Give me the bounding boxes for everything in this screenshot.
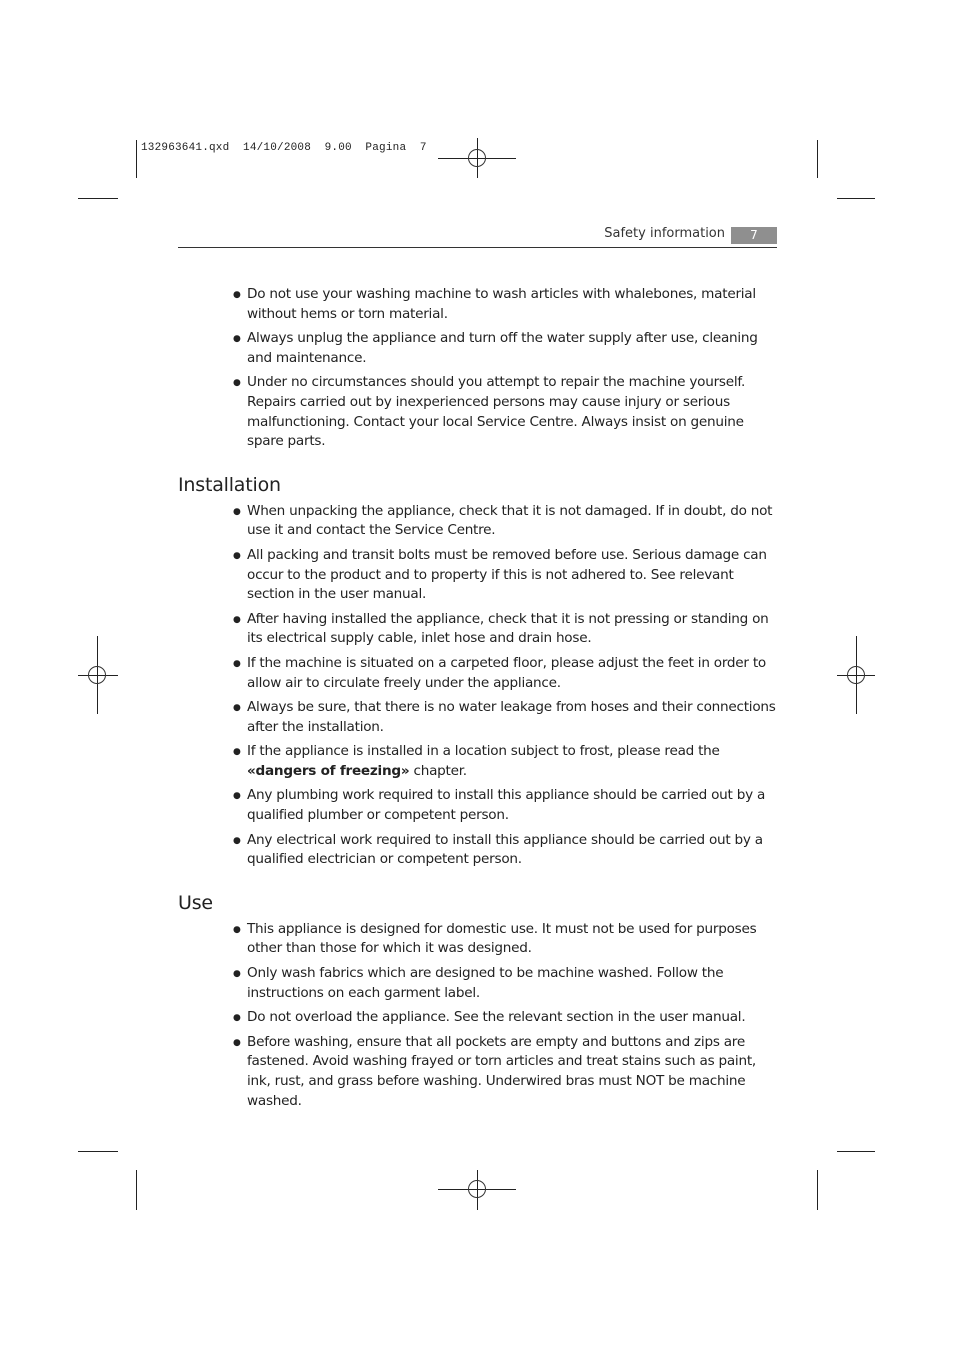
- list-item: ● This appliance is designed for domestic use. It must not be used for purposes other than those for which it was designed.: [233, 920, 777, 959]
- list-item: ● Only wash fabrics which are designed to be machine washed. Follow the instructions on each garment label.: [233, 964, 777, 1003]
- list-item: ● Do not overload the appliance. See the relevant section in the user manual.: [233, 1008, 777, 1028]
- installation-heading: Installation: [178, 473, 281, 496]
- list-item: ● If the machine is situated on a carpeted floor, please adjust the feet in order to allow air to circulate freely under the appliance.: [233, 654, 777, 693]
- list-item-frost: [233, 742, 777, 781]
- running-head: [178, 226, 777, 248]
- section-title: Safety information: [604, 226, 725, 241]
- main-content: [178, 285, 777, 1116]
- list-item: ● All packing and transit bolts must be removed before use. Serious damage can occur to the product and to property if this is not adhered to. See relevant section in the user manual.: [233, 546, 777, 605]
- list-item: ● Any plumbing work required to install this appliance should be carried out by a qualified plumber or competent person.: [233, 786, 777, 825]
- list-item: ● Under no circumstances should you attempt to repair the machine yourself. Repairs carried out by inexperienced persons may cause injury or serious malfunctioning. Contact your local Service Centre. Always insist on genuine spare parts.: [233, 373, 777, 451]
- list-item: ● Before washing, ensure that all pockets are empty and buttons and zips are fastened. Avoid washing frayed or torn articles and treat stains such as paint, ink, rust, and grass before washing. Underwired bras must NOT be machine washed.: [233, 1033, 777, 1111]
- use-list: [178, 920, 777, 1111]
- use-heading: Use: [178, 891, 213, 914]
- intro-list: [178, 285, 777, 452]
- list-item: ● Always be sure, that there is no water leakage from hoses and their connections after the installation.: [233, 698, 777, 737]
- installation-list: [178, 502, 777, 870]
- list-item: ● Any electrical work required to install this appliance should be carried out by a qualified electrician or competent person.: [233, 831, 777, 870]
- frost-chapter-link-text: «dangers of freezing»: [247, 762, 410, 779]
- page-number: 7: [731, 227, 777, 244]
- list-item: ● Do not use your washing machine to wash articles with whalebones, material without hems or torn material.: [233, 285, 777, 324]
- frost-text-after: chapter.: [409, 762, 467, 779]
- list-item: ● After having installed the appliance, check that it is not pressing or standing on its electrical supply cable, inlet hose and drain hose.: [233, 610, 777, 649]
- list-item: ● When unpacking the appliance, check that it is not damaged. If in doubt, do not use it and contact the Service Centre.: [233, 502, 777, 541]
- frost-text-before: If the appliance is installed in a location subject to frost, please read the: [247, 743, 720, 760]
- print-slug: 132963641.qxd 14/10/2008 9.00 Pagina 7: [141, 142, 427, 154]
- list-item: ● Always unplug the appliance and turn off the water supply after use, cleaning and maintenance.: [233, 329, 777, 368]
